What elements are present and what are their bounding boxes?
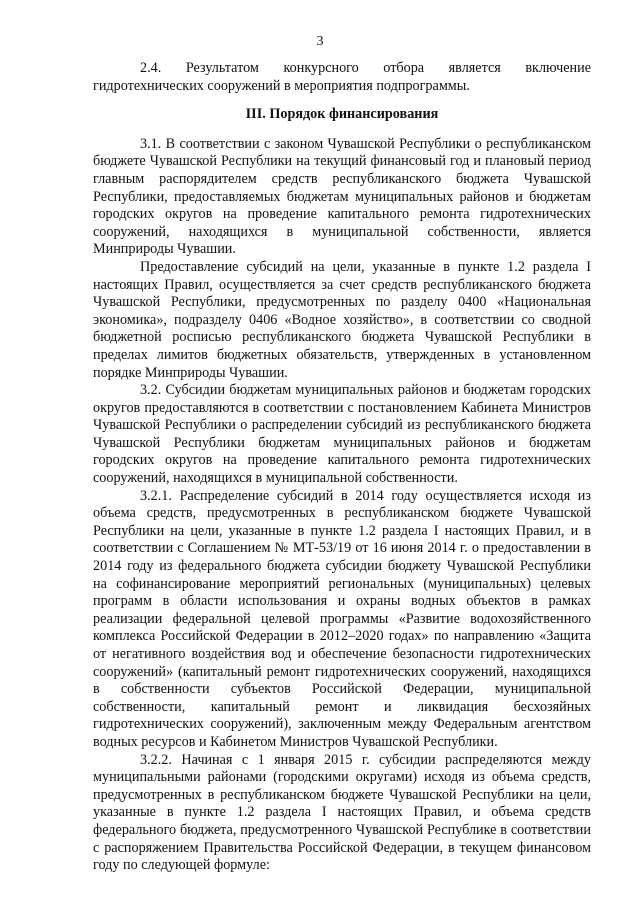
page-number: 3 bbox=[316, 34, 324, 49]
paragraph-3-2: 3.2. Субсидии бюджетам муниципальных районов и бюджетам городских округов предоставляются в соответствии с постановлением Кабинета Министров Чувашской Республики о распределении субсидий из республиканского бюджета Чувашской Республики бюджетам муниципальных районов и бюджетам городских округов на проведение капитального ремонта гидротехнических сооружений, находящихся в муниципальной собственности. bbox=[93, 382, 591, 487]
paragraph-3-2-1: 3.2.1. Распределение субсидий в 2014 году осуществляется исходя из объема средств, предусмотренных в республиканском бюджете Чувашской Республики на цели, указанные в пункте 1.2 раздела I настоящих Правил, и в соответствии с Соглашением № МТ-53/19 от 16 июня 2014 г. о предоставлении в 2014 году из федерального бюджета субсидии бюджету Чувашской Республики на софинансирование мероприятий региональных (муниципальных) целевых программ в области использования и охраны водных объектов в рамках реализации федеральной целевой программы «Развитие водохозяйственного комплекса Российской Федерации в 2012–2020 годах» по направлению «Защита от негативного воздействия вод и обеспечение безопасности гидротехнических сооружений» (капитальный ремонт гидротехнических сооружений, находящихся в собственности субъектов Российской Федерации, муниципальной собственности, капитальный ремонт и ликвидация бесхозяйных гидротехнических сооружений), заключенным между Федеральным агентством водных ресурсов и Кабинетом Министров Чувашской Республики. bbox=[93, 487, 591, 750]
section-heading-financing: III. Порядок финансирования bbox=[245, 106, 439, 123]
paragraph-subsidies: Предоставление субсидий на цели, указанные в пункте 1.2 раздела I настоящих Правил, осуществляется за счет средств республиканского бюджета Чувашской Республики, предусмотренных по разделу 0400 «Национальная экономика», подразделу 0406 «Водное хозяйство», в соответствии со сводной бюджетной росписью республиканского бюджета Чувашской Республики в пределах лимитов бюджетных обязательств, утвержденных в установленном порядке Минприроды Чувашии. bbox=[93, 258, 591, 381]
document-body bbox=[93, 60, 591, 875]
paragraph-2-4: 2.4. Результатом конкурсного отбора является включение гидротехнических сооружений в мероприятия подпрограммы. bbox=[93, 60, 591, 94]
paragraph-3-2-2: 3.2.2. Начиная с 1 января 2015 г. субсидии распределяются между муниципальными районами (городскими округами) исходя из объема средств, предусмотренных в республиканском бюджете Чувашской Республики на цели, указанные в пункте 1.2 раздела I настоящих Правил, и объема средств федерального бюджета, предусмотренного Чувашской Республике в соответствии с распоряжением Правительства Российской Федерации, в текущем финансовом году по следующей формуле: bbox=[93, 751, 591, 874]
paragraph-3-1: 3.1. В соответствии с законом Чувашской Республики о республиканском бюджете Чувашской Республики на текущий финансовый год и плановый период главным распорядителем средств республиканского бюджета Чувашской Республики, предоставляемых бюджетам муниципальных районов и бюджетам городских округов на проведение капитального ремонта гидротехнических сооружений, находящихся в муниципальной собственности, является Минприроды Чувашии. bbox=[93, 135, 591, 258]
